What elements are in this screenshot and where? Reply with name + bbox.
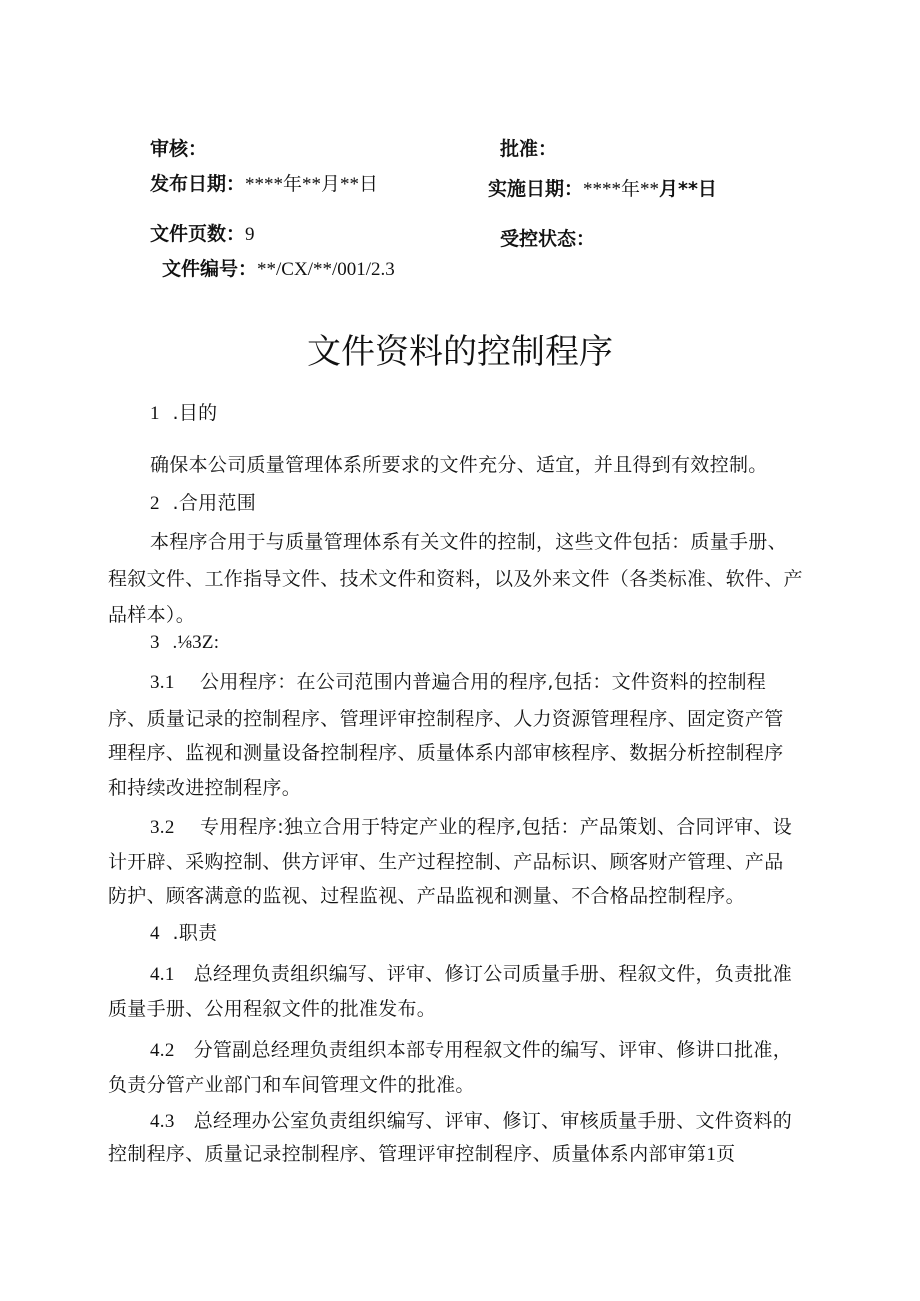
doc-number-value: **/CX/**/001/2.3 [257,259,395,280]
section-4-1-line-2: 质量手册、公用程叙文件的批准发布。 [108,998,437,1020]
section-4-heading [150,918,217,945]
section-3-heading [150,631,219,654]
publish-date-field [150,169,378,196]
approve-field [500,134,557,161]
publish-date-value: ****年**月**日 [245,174,379,195]
effective-date-value: ****年** [583,179,660,200]
section-2-line-2: 程叙文件、工作指导文件、技术文件和资料，以及外来文件（各类标准、软件、产 [108,568,803,590]
page-number: 1 [706,1144,717,1165]
section-4-1-number: 4.1 [150,964,175,985]
section-3-2-line-3: 防护、顾客满意的监视、过程监视、产品监视和测量、不合格品控制程序。 [108,885,745,907]
review-label: 审核： [150,138,208,160]
section-1-title: .目的 [172,402,218,424]
control-status-label: 受控状态： [500,228,596,250]
section-4-3-line-2 [108,1139,735,1166]
publish-date-label: 发布日期： [150,173,246,195]
pages-label: 文件页数： [150,223,246,245]
section-3-2-line-1 [150,812,792,839]
section-3-title: .⅛3Z: [172,632,220,653]
page-suffix: 页 [716,1143,736,1165]
effective-date-label: 实施日期： [488,178,584,200]
section-4-2-text: 分管副总经理负责组织本部专用程叙文件的编写、评审、修讲口批准， [193,1039,792,1061]
section-2-line-1: 本程序合用于与质量管理体系有关文件的控制，这些文件包括：质量手册、 [150,531,787,553]
section-4-3-text-2: 控制程序、质量记录控制程序、管理评审控制程序、质量体系内部审第 [108,1143,707,1165]
section-3-1-line-4: 和持续改进控制程序。 [108,777,302,799]
section-3-1-line-1 [150,667,766,694]
section-4-2-line-2: 负责分管产业部门和车间管理文件的批准。 [108,1074,475,1096]
section-4-title: .职责 [172,922,218,944]
approve-label: 批准： [500,138,558,160]
section-3-1-text: 公用程序：在公司范围内普遍合用的程序,包括：文件资料的控制程 [200,671,767,693]
section-3-number: 3 [150,632,160,653]
section-3-1-line-2: 序、质量记录的控制程序、管理评审控制程序、人力资源管理程序、固定资产管 [108,708,784,730]
doc-number-label: 文件编号： [162,258,258,280]
section-2-number: 2 [150,493,160,514]
doc-number-field [162,254,395,281]
section-1-heading [150,398,217,425]
section-4-3-line-1 [150,1106,792,1133]
control-status-field [500,224,595,251]
pages-value: 9 [245,224,255,245]
section-4-1-line-1 [150,959,792,986]
section-1-body: 确保本公司质量管理体系所要求的文件充分、适宜，并且得到有效控制。 [150,454,768,476]
section-2-heading [150,488,256,515]
review-field [150,134,207,161]
section-4-3-number: 4.3 [150,1111,175,1132]
section-2-title: .合用范围 [172,492,257,514]
section-3-2-text: 专用程序:独立合用于特定产业的程序,包括：产品策划、合同评审、设 [200,816,793,838]
section-4-number: 4 [150,923,160,944]
section-2-line-3: 品样本）。 [108,604,196,626]
section-1-number: 1 [150,403,160,424]
section-4-1-text: 总经理负责组织编写、评审、修订公司质量手册、程叙文件，负责批准 [193,963,792,985]
section-3-2-line-2: 计开辟、采购控制、供方评审、生产过程控制、产品标识、顾客财产管理、产品 [108,851,784,873]
section-3-2-number: 3.2 [150,817,175,838]
section-3-1-number: 3.1 [150,672,175,693]
section-4-3-text: 总经理办公室负责组织编写、评审、修订、审核质量手册、文件资料的 [193,1110,792,1132]
section-4-2-line-1 [150,1035,792,1062]
section-3-1-line-3: 理程序、监视和测量设备控制程序、质量体系内部审核程序、数据分析控制程序 [108,742,784,764]
effective-date-field [488,174,717,201]
section-4-2-number: 4.2 [150,1040,175,1061]
effective-date-value-bold: 月**日 [659,178,717,200]
pages-field [150,219,255,246]
page-title: 文件资料的控制程序 [307,332,613,372]
